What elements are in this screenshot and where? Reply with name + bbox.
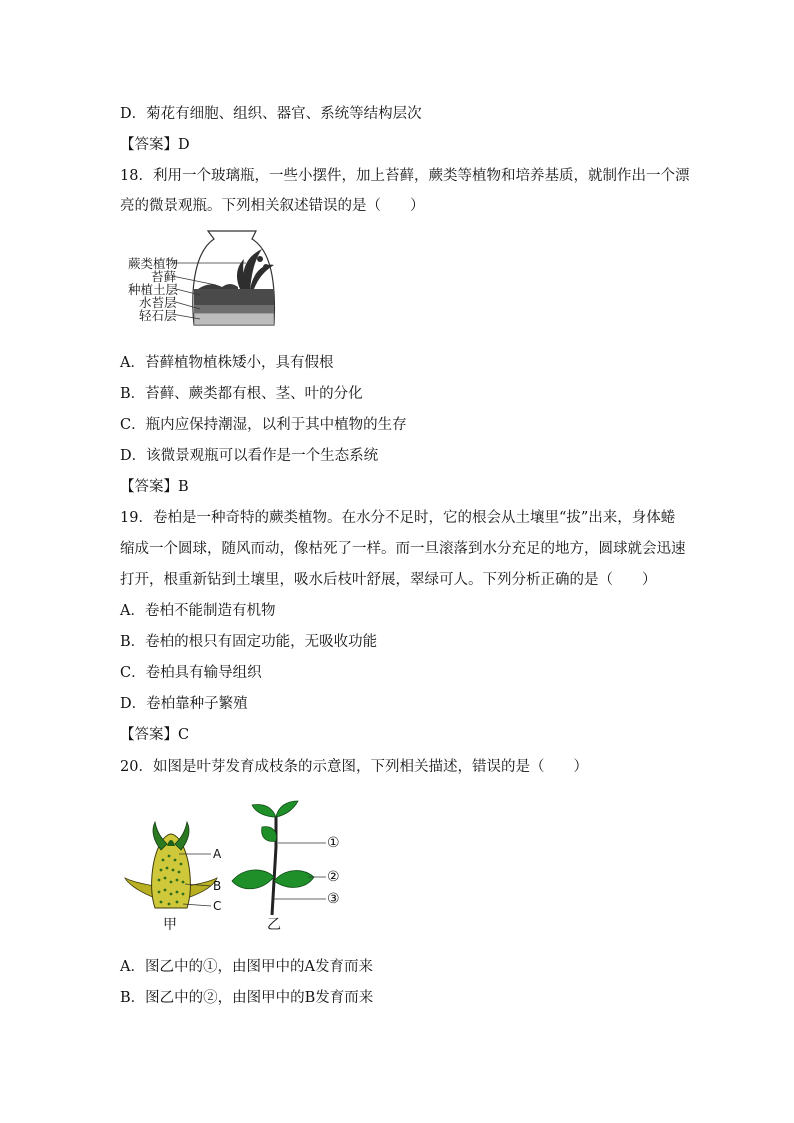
branch-label-3: ③ bbox=[327, 891, 340, 907]
q18-answer: 【答案】B bbox=[120, 479, 189, 495]
top-leaf-right bbox=[276, 801, 298, 817]
pumice-layer bbox=[194, 313, 274, 325]
fern-plant bbox=[237, 249, 274, 289]
q18-option-a: A．苔藓植物植株矮小，具有假根 bbox=[120, 355, 334, 371]
q18-option-b: B．苔藓、蕨类都有根、茎、叶的分化 bbox=[120, 386, 363, 402]
terrarium-label-pumice: 轻石层 bbox=[139, 308, 177, 323]
terrarium-label-sphagnum: 水苔层 bbox=[139, 295, 177, 310]
moss-patch bbox=[198, 284, 238, 289]
branch-label-2: ② bbox=[327, 869, 340, 885]
bud-label-c: C bbox=[213, 899, 222, 913]
terrarium-label-moss: 苔藓 bbox=[151, 269, 177, 284]
soil-layer bbox=[194, 289, 274, 305]
sphagnum-layer bbox=[194, 305, 274, 313]
q18-option-c: C．瓶内应保持潮湿，以利于其中植物的生存 bbox=[120, 417, 407, 433]
q19-option-a: A．卷柏不能制造有机物 bbox=[120, 603, 276, 619]
q19-stem-line2: 缩成一个圆球，随风而动，像枯死了一样。而一旦滚落到水分充足的地方，圆球就会迅速 bbox=[120, 541, 686, 557]
middle-leaf bbox=[262, 827, 277, 842]
q18-stem-line1: 18．利用一个玻璃瓶，一些小摆件，加上苔藓，蕨类等植物和培养基质，就制作出一个漂 bbox=[120, 168, 690, 184]
q19-stem-line1: 19．卷柏是一种奇特的蕨类植物。在水分不足时，它的根会从土壤里“拔”出来，身体蜷 bbox=[120, 510, 676, 526]
q19-stem-line3: 打开，根重新钻到土壤里，吸水后枝叶舒展，翠绿可人。下列分析正确的是（ ） bbox=[120, 572, 657, 588]
bud-young-leaf-right bbox=[175, 822, 189, 850]
q17-option-d: D．菊花有细胞、组织、器官、系统等结构层次 bbox=[120, 106, 422, 122]
q20-option-b: B．图乙中的②，由图甲中的B发育而来 bbox=[120, 990, 374, 1006]
bud-label-a: A bbox=[213, 847, 222, 861]
q19-option-d: D．卷柏靠种子繁殖 bbox=[120, 696, 248, 712]
q18-stem-line2: 亮的微景观瓶。下列相关叙述错误的是（ ） bbox=[120, 198, 425, 214]
q19-option-c: C．卷柏具有输导组织 bbox=[120, 665, 262, 681]
branch-caption: 乙 bbox=[267, 917, 281, 933]
bud-label-b: B bbox=[213, 879, 222, 893]
terrarium-label-fern: 蕨类植物 bbox=[128, 256, 179, 271]
terrarium-label-soil: 种植土层 bbox=[128, 282, 179, 297]
q20-stem-line1: 20．如图是叶芽发育成枝条的示意图，下列相关描述，错误的是（ ） bbox=[120, 759, 588, 775]
bud-caption: 甲 bbox=[163, 917, 177, 933]
bud-outer-leaf-left bbox=[125, 878, 155, 898]
q19-option-b: B．卷柏的根只有固定功能，无吸收功能 bbox=[120, 634, 378, 650]
lower-leaf-left bbox=[232, 870, 274, 889]
q17-answer: 【答案】D bbox=[120, 137, 190, 153]
branch-label-1: ① bbox=[327, 835, 340, 851]
top-leaf-left bbox=[252, 805, 276, 818]
q20-option-a: A．图乙中的①，由图甲中的A发育而来 bbox=[120, 959, 373, 975]
q19-answer: 【答案】C bbox=[120, 727, 190, 743]
bud-young-leaf-left bbox=[153, 822, 167, 850]
terrarium-jar-drawing bbox=[180, 225, 340, 335]
lower-leaf-right bbox=[274, 871, 314, 888]
q18-option-d: D．该微景观瓶可以看作是一个生态系统 bbox=[120, 448, 379, 464]
